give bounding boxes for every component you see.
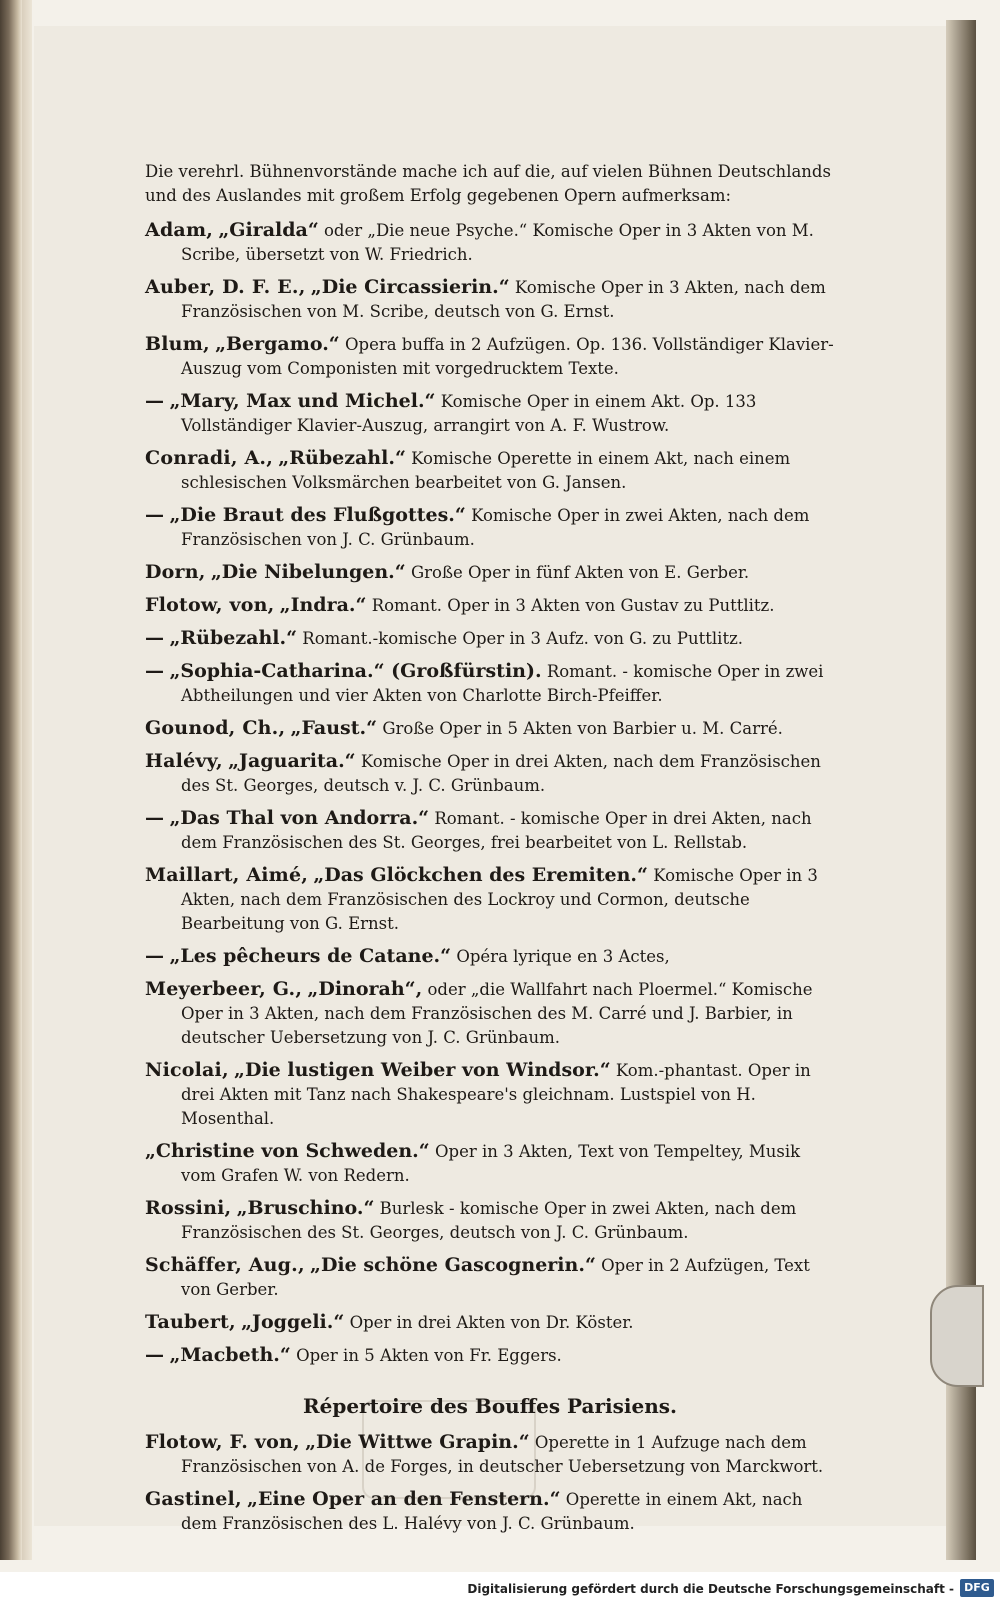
list-item	[145, 1253, 835, 1302]
opera-description: Komische Oper in einem Akt. Op. 133 Vollständiger Klavier-Auszug, arrangirt von A. F. Wustrow.	[181, 392, 757, 435]
list-item	[145, 560, 835, 585]
list-item	[145, 1058, 835, 1131]
composer-name: —	[145, 660, 165, 682]
opera-title: „Joggeli.“	[241, 1311, 345, 1333]
composer-name: Taubert,	[145, 1311, 236, 1333]
opera-title: „Christine von Schweden.“	[145, 1140, 430, 1162]
opera-description: Komische Oper in 3 Akten, nach dem Französischen des Lockroy und Cormon, deutsche Bearbeitung von G. Ernst.	[181, 866, 818, 933]
opera-title: „Die Nibelungen.“	[210, 561, 406, 583]
opera-title: „Die schöne Gascognerin.“	[310, 1254, 596, 1276]
list-item	[145, 944, 835, 969]
list-item	[145, 659, 835, 708]
opera-description: oder „Die neue Psyche.“ Komische Oper in 3 Akten von M. Scribe, übersetzt von W. Friedrich.	[181, 221, 814, 264]
opera-title: „Giralda“	[218, 219, 319, 241]
opera-description: Kom.-phantast. Oper in drei Akten mit Tanz nach Shakespeare's gleichnam. Lustspiel von H. Mosenthal.	[181, 1061, 811, 1128]
opera-description: Romant. Oper in 3 Akten von Gustav zu Puttlitz.	[371, 596, 775, 615]
section-heading: Répertoire des Bouffes Parisiens.	[302, 1394, 677, 1418]
composer-name: Maillart, Aimé,	[145, 864, 309, 886]
composer-name: Halévy,	[145, 750, 223, 772]
opera-title: „Indra.“	[279, 594, 367, 616]
opera-title: „Jaguarita.“	[228, 750, 356, 772]
list-item	[145, 389, 835, 438]
composer-name: —	[145, 390, 165, 412]
opera-title: „Die Braut des Flußgottes.“	[169, 504, 466, 526]
opera-title: „Rübezahl.“	[169, 627, 298, 649]
list-item	[145, 716, 835, 741]
opera-title: „Das Glöckchen des Eremiten.“	[313, 864, 648, 886]
list-item	[145, 863, 835, 936]
composer-name: —	[145, 627, 165, 649]
page-tab	[930, 1285, 984, 1387]
composer-name: Conradi, A.,	[145, 447, 274, 469]
opera-title: „Die Wittwe Grapin.“	[305, 1431, 530, 1453]
footer-bar	[0, 1572, 1000, 1605]
list-item	[145, 1430, 835, 1479]
list-item	[145, 593, 835, 618]
opera-description: Große Oper in 5 Akten von Barbier u. M. Carré.	[382, 719, 783, 738]
composer-name: Gounod, Ch.,	[145, 717, 286, 739]
opera-description: Komische Oper in drei Akten, nach dem Französischen des St. Georges, deutsch v. J. C. Grünbaum.	[181, 752, 821, 795]
opera-title: „Bergamo.“	[215, 333, 340, 355]
opera-title: „Die lustigen Weiber von Windsor.“	[234, 1059, 611, 1081]
opera-description: Große Oper in fünf Akten von E. Gerber.	[410, 563, 750, 582]
opera-description: Oper in 2 Aufzügen, Text von Gerber.	[181, 1256, 810, 1299]
dfg-logo: DFG	[960, 1579, 994, 1597]
opera-description: Operette in 1 Aufzuge nach dem Französischen von A. de Forges, in deutscher Uebersetzung von Marckwort.	[181, 1433, 824, 1476]
composer-name: Gastinel,	[145, 1488, 242, 1510]
opera-description: Komische Oper in zwei Akten, nach dem Französischen von J. C. Grünbaum.	[181, 506, 810, 549]
list-item	[145, 1343, 835, 1368]
opera-description: Romant. - komische Oper in drei Akten, nach dem Französischen des St. Georges, frei bearbeitet von L. Rellstab.	[181, 809, 812, 852]
bouffes-list	[145, 1430, 835, 1536]
list-item	[145, 332, 835, 381]
opera-title: „Dinorah“,	[307, 978, 423, 1000]
opera-description: oder „die Wallfahrt nach Ploermel.“ Komische Oper in 3 Akten, nach dem Französischen des M. Carré und J. Barbier, in deutscher Uebersetzung von J. C. Grünbaum.	[181, 980, 813, 1047]
list-item	[145, 806, 835, 855]
list-item	[145, 977, 835, 1050]
composer-name: —	[145, 945, 165, 967]
opera-description: Operette in einem Akt, nach dem Französischen des L. Halévy von J. C. Grünbaum.	[181, 1490, 803, 1533]
composer-name: Blum,	[145, 333, 210, 355]
list-item	[145, 275, 835, 324]
opera-title: „Mary, Max und Michel.“	[169, 390, 436, 412]
opera-title: „Faust.“	[290, 717, 378, 739]
document-text	[145, 160, 835, 1544]
composer-name: Flotow, F. von,	[145, 1431, 300, 1453]
composer-name: —	[145, 807, 165, 829]
opera-description: Oper in 3 Akten, Text von Tempeltey, Musik vom Grafen W. von Redern.	[181, 1142, 801, 1185]
list-item	[145, 218, 835, 267]
composer-name: Flotow, von,	[145, 594, 275, 616]
opera-description: Oper in drei Akten von Dr. Köster.	[349, 1313, 634, 1332]
composer-name: Rossini,	[145, 1197, 232, 1219]
list-item	[145, 1487, 835, 1536]
list-item	[145, 503, 835, 552]
opera-description: Opéra lyrique en 3 Actes,	[456, 947, 670, 966]
list-item	[145, 749, 835, 798]
opera-description: Oper in 5 Akten von Fr. Eggers.	[296, 1346, 562, 1365]
opera-title: „Macbeth.“	[169, 1344, 291, 1366]
composer-name: —	[145, 504, 165, 526]
opera-title: „Les pêcheurs de Catane.“	[169, 945, 452, 967]
composer-name: Nicolai,	[145, 1059, 229, 1081]
composer-name: Auber, D. F. E.,	[145, 276, 306, 298]
composer-name: —	[145, 1344, 165, 1366]
opera-title: „Rübezahl.“	[278, 447, 406, 469]
intro-paragraph: Die verehrl. Bühnenvorstände mache ich auf die, auf vielen Bühnen Deutschlands und des Auslandes mit großem Erfolg gegebenen Opern aufmerksam:	[145, 162, 831, 205]
opera-title: „Eine Oper an den Fenstern.“	[247, 1488, 561, 1510]
opera-description: Burlesk - komische Oper in zwei Akten, nach dem Französischen des St. Georges, deutsch von J. C. Grünbaum.	[181, 1199, 797, 1242]
opera-list	[145, 218, 835, 1368]
opera-title: „Sophia-Catharina.“ (Großfürstin).	[169, 660, 542, 682]
composer-name: Meyerbeer, G.,	[145, 978, 303, 1000]
opera-description: Romant.-komische Oper in 3 Aufz. von G. zu Puttlitz.	[302, 629, 744, 648]
list-item	[145, 1139, 835, 1188]
opera-description: Komische Operette in einem Akt, nach einem schlesischen Volksmärchen bearbeitet von G. Jansen.	[181, 449, 791, 492]
composer-name: Schäffer, Aug.,	[145, 1254, 305, 1276]
facing-page-edge	[22, 0, 32, 1560]
list-item	[145, 1310, 835, 1335]
opera-title: „Die Circassierin.“	[310, 276, 510, 298]
list-item	[145, 626, 835, 651]
opera-description: Komische Oper in 3 Akten, nach dem Französischen von M. Scribe, deutsch von G. Ernst.	[181, 278, 826, 321]
footer-credit: Digitalisierung gefördert durch die Deutsche Forschungsgemeinschaft -	[467, 1582, 954, 1596]
composer-name: Adam,	[145, 219, 214, 241]
book-spine-edge	[0, 0, 22, 1560]
composer-name: Dorn,	[145, 561, 206, 583]
list-item	[145, 446, 835, 495]
opera-description: Romant. - komische Oper in zwei Abtheilungen und vier Akten von Charlotte Birch-Pfeiffer.	[181, 662, 824, 705]
list-item	[145, 1196, 835, 1245]
opera-title: „Das Thal von Andorra.“	[169, 807, 430, 829]
opera-title: „Bruschino.“	[236, 1197, 375, 1219]
opera-description: Opera buffa in 2 Aufzügen. Op. 136. Vollständiger Klavier-Auszug vom Componisten mit vorgedrucktem Texte.	[181, 335, 834, 378]
